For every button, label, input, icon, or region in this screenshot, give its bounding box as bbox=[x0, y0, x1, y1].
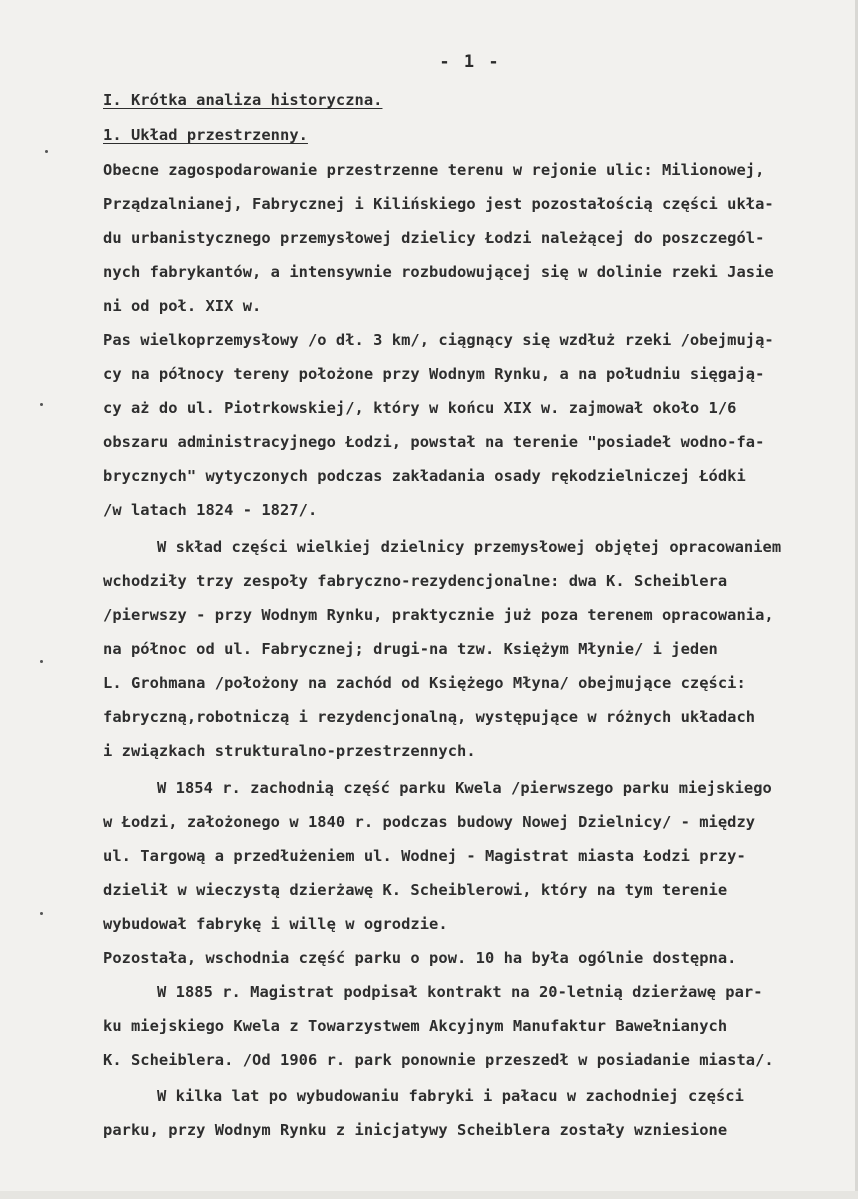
text-line: na północ od ul. Fabrycznej; drugi-na tzw. Księżym Młynie/ i jeden bbox=[103, 640, 718, 658]
text-line: K. Scheiblera. /Od 1906 r. park ponownie przeszedł w posiadanie miasta/. bbox=[103, 1051, 774, 1069]
text-line: du urbanistycznego przemysłowej dzielicy Łodzi należącej do poszczegól- bbox=[103, 229, 765, 247]
paragraph-first-line: W 1854 r. zachodnią część parku Kwela /pierwszego parku miejskiego bbox=[157, 779, 772, 797]
page-bottom-band bbox=[0, 1191, 858, 1199]
section-heading: I. Krótka analiza historyczna. bbox=[103, 91, 383, 109]
text-line: obszaru administracyjnego Łodzi, powstał na terenie "posiadeł wodno-fa- bbox=[103, 433, 765, 451]
margin-speck bbox=[40, 660, 43, 663]
text-line: ul. Targową a przedłużeniem ul. Wodnej - Magistrat miasta Łodzi przy- bbox=[103, 847, 746, 865]
paragraph-first-line: W skład części wielkiej dzielnicy przemysłowej objętej opracowaniem bbox=[157, 538, 782, 556]
text-line: Obecne zagospodarowanie przestrzenne terenu w rejonie ulic: Milionowej, bbox=[103, 161, 765, 179]
text-line: brycznych" wytyczonych podczas zakładania osady rękodzielniczej Łódki bbox=[103, 467, 746, 485]
text-line: ni od poł. XIX w. bbox=[103, 297, 262, 315]
paragraph-first-line: W kilka lat po wybudowaniu fabryki i pałacu w zachodniej części bbox=[157, 1087, 744, 1105]
text-line: Prządzalnianej, Fabrycznej i Kilińskiego jest pozostałością części ukła- bbox=[103, 195, 774, 213]
page-number: - 1 - bbox=[439, 52, 501, 72]
paragraph-first-line: W 1885 r. Magistrat podpisał kontrakt na 20-letnią dzierżawę par- bbox=[157, 983, 763, 1001]
text-line: L. Grohmana /położony na zachód od Księżego Młyna/ obejmujące części: bbox=[103, 674, 746, 692]
text-line: parku, przy Wodnym Rynku z inicjatywy Scheiblera zostały wzniesione bbox=[103, 1121, 728, 1139]
text-line: ku miejskiego Kwela z Towarzystwem Akcyjnym Manufaktur Bawełnianych bbox=[103, 1017, 728, 1035]
text-line: wybudował fabrykę i willę w ogrodzie. bbox=[103, 915, 448, 933]
text-line: /pierwszy - przy Wodnym Rynku, praktycznie już poza terenem opracowania, bbox=[103, 606, 774, 624]
margin-speck bbox=[40, 403, 43, 406]
margin-speck bbox=[40, 912, 43, 915]
text-line: /w latach 1824 - 1827/. bbox=[103, 501, 318, 519]
text-line: Pas wielkoprzemysłowy /o dł. 3 km/, ciągnący się wzdłuż rzeki /obejmują- bbox=[103, 331, 774, 349]
text-line: dzielił w wieczystą dzierżawę K. Scheiblerowi, który na tym terenie bbox=[103, 881, 728, 899]
margin-speck bbox=[45, 150, 48, 153]
text-line: cy na północy tereny położone przy Wodnym Rynku, a na południu sięgają- bbox=[103, 365, 765, 383]
text-line: i związkach strukturalno-przestrzennych. bbox=[103, 742, 476, 760]
text-line: fabryczną,robotniczą i rezydencjonalną, występujące w różnych układach bbox=[103, 708, 756, 726]
text-line: nych fabrykantów, a intensywnie rozbudowującej się w dolinie rzeki Jasie bbox=[103, 263, 774, 281]
text-line: wchodziły trzy zespoły fabryczno-rezydencjonalne: dwa K. Scheiblera bbox=[103, 572, 728, 590]
text-line: Pozostała, wschodnia część parku o pow. 10 ha była ogólnie dostępna. bbox=[103, 949, 737, 967]
subsection-heading: 1. Układ przestrzenny. bbox=[103, 126, 308, 144]
text-line: w Łodzi, założonego w 1840 r. podczas budowy Nowej Dzielnicy/ - między bbox=[103, 813, 756, 831]
text-line: cy aż do ul. Piotrkowskiej/, który w końcu XIX w. zajmował około 1/6 bbox=[103, 399, 737, 417]
